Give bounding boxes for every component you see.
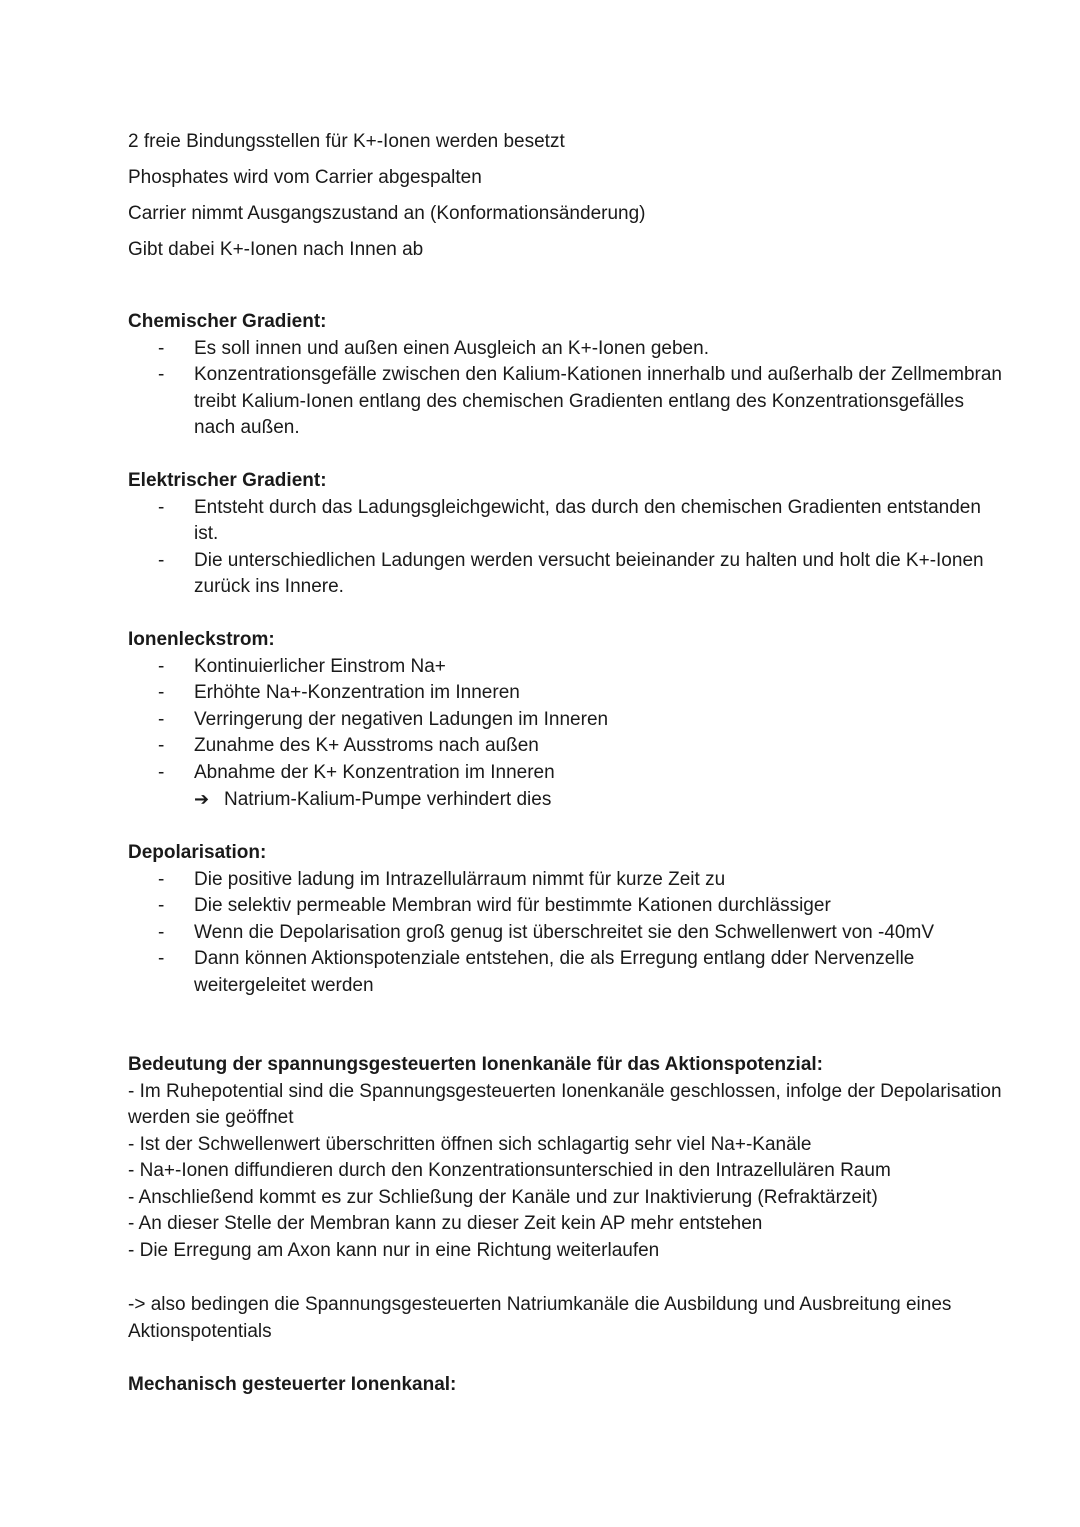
list-item: - Wenn die Depolarisation groß genug ist überschreitet sie den Schwellenwert von -40mV	[128, 920, 1008, 947]
list-item: - Entsteht durch das Ladungsgleichgewicht, das durch den chemischen Gradienten entstanden ist.	[128, 495, 1008, 548]
intro-line: 2 freie Bindungsstellen für K+-Ionen werden besetzt	[128, 131, 565, 152]
list-item: - Die selektiv permeable Membran wird für bestimmte Kationen durchlässiger	[128, 893, 1008, 920]
list-item: - Konzentrationsgefälle zwischen den Kalium-Kationen innerhalb und außerhalb der Zellmembran treibt Kalium-Ionen entlang des chemischen Gradienten entlang des Konzentrationsgefälles nach außen.	[128, 362, 1008, 442]
bullet-list	[128, 654, 1008, 787]
conclusion-text: -> also bedingen die Spannungsgesteuerten Natriumkanäle die Ausbildung und Ausbreitung eines Aktionspotentials	[128, 1294, 952, 1342]
list-item: - Es soll innen und außen einen Ausgleich an K+-Ionen geben.	[128, 336, 1008, 363]
arrow-conclusion-text: Natrium-Kalium-Pumpe verhindert dies	[224, 789, 552, 810]
list-item: - Die positive ladung im Intrazellulärraum nimmt für kurze Zeit zu	[128, 867, 1008, 894]
depolarisation-section	[128, 840, 1008, 999]
dash-line: - Die Erregung am Axon kann nur in eine Richtung weiterlaufen	[128, 1239, 660, 1261]
bullet-list	[128, 867, 1008, 1000]
dash-line: - Anschließend kommt es zur Schließung der Kanäle und zur Inaktivierung (Refraktärzeit)	[128, 1186, 878, 1208]
dash-line: - Ist der Schwellenwert überschritten öffnen sich schlagartig sehr viel Na+-Kanäle	[128, 1133, 812, 1155]
chemischer-gradient-section	[128, 309, 1008, 442]
list-item: - Dann können Aktionspotenziale entstehen, die als Erregung entlang dder Nervenzelle weitergeleitet werden	[128, 946, 1008, 999]
ionenleckstrom-section	[128, 627, 1008, 814]
list-item: - Erhöhte Na+-Konzentration im Inneren	[128, 680, 1008, 707]
dash-line: - Im Ruhepotential sind die Spannungsgesteuerten Ionenkanäle geschlossen, infolge der Depolarisation werden sie geöffnet	[128, 1080, 1002, 1128]
list-item: - Zunahme des K+ Ausstroms nach außen	[128, 733, 1008, 760]
section-heading: Ionenleckstrom:	[128, 629, 275, 650]
intro-line: Phosphates wird vom Carrier abgespalten	[128, 167, 482, 188]
section-heading: Chemischer Gradient:	[128, 311, 327, 332]
dash-line: - Na+-Ionen diffundieren durch den Konzentrationsunterschied in den Intrazellulären Raum	[128, 1160, 891, 1181]
list-item: - Die unterschiedlichen Ladungen werden versucht beieinander zu halten und holt die K+-Ionen zurück ins Innere.	[128, 548, 1008, 601]
intro-line: Gibt dabei K+-Ionen nach Innen ab	[128, 239, 424, 260]
list-item: - Kontinuierlicher Einstrom Na+	[128, 654, 1008, 681]
section-heading: Mechanisch gesteuerter Ionenkanal:	[128, 1374, 457, 1395]
bedeutung-section	[128, 1052, 1008, 1264]
arrow-conclusion	[128, 786, 1008, 814]
arrow-right-icon: ➔	[194, 789, 210, 809]
section-heading: Elektrischer Gradient:	[128, 470, 327, 491]
intro-line: Carrier nimmt Ausgangszustand an (Konformationsänderung)	[128, 203, 646, 224]
section-heading: Depolarisation:	[128, 842, 267, 863]
mechanisch-section	[128, 1372, 1008, 1399]
conclusion-paragraph	[128, 1292, 1008, 1345]
bullet-list	[128, 336, 1008, 442]
dash-line: - An dieser Stelle der Membran kann zu dieser Zeit kein AP mehr entstehen	[128, 1213, 763, 1234]
bullet-list	[128, 495, 1008, 601]
intro-block	[128, 129, 1008, 273]
list-item: - Verringerung der negativen Ladungen im Inneren	[128, 707, 1008, 734]
list-item: - Abnahme der K+ Konzentration im Inneren	[128, 760, 1008, 787]
section-heading: Bedeutung der spannungsgesteuerten Ionenkanäle für das Aktionspotenzial:	[128, 1054, 824, 1075]
elektrischer-gradient-section	[128, 468, 1008, 601]
